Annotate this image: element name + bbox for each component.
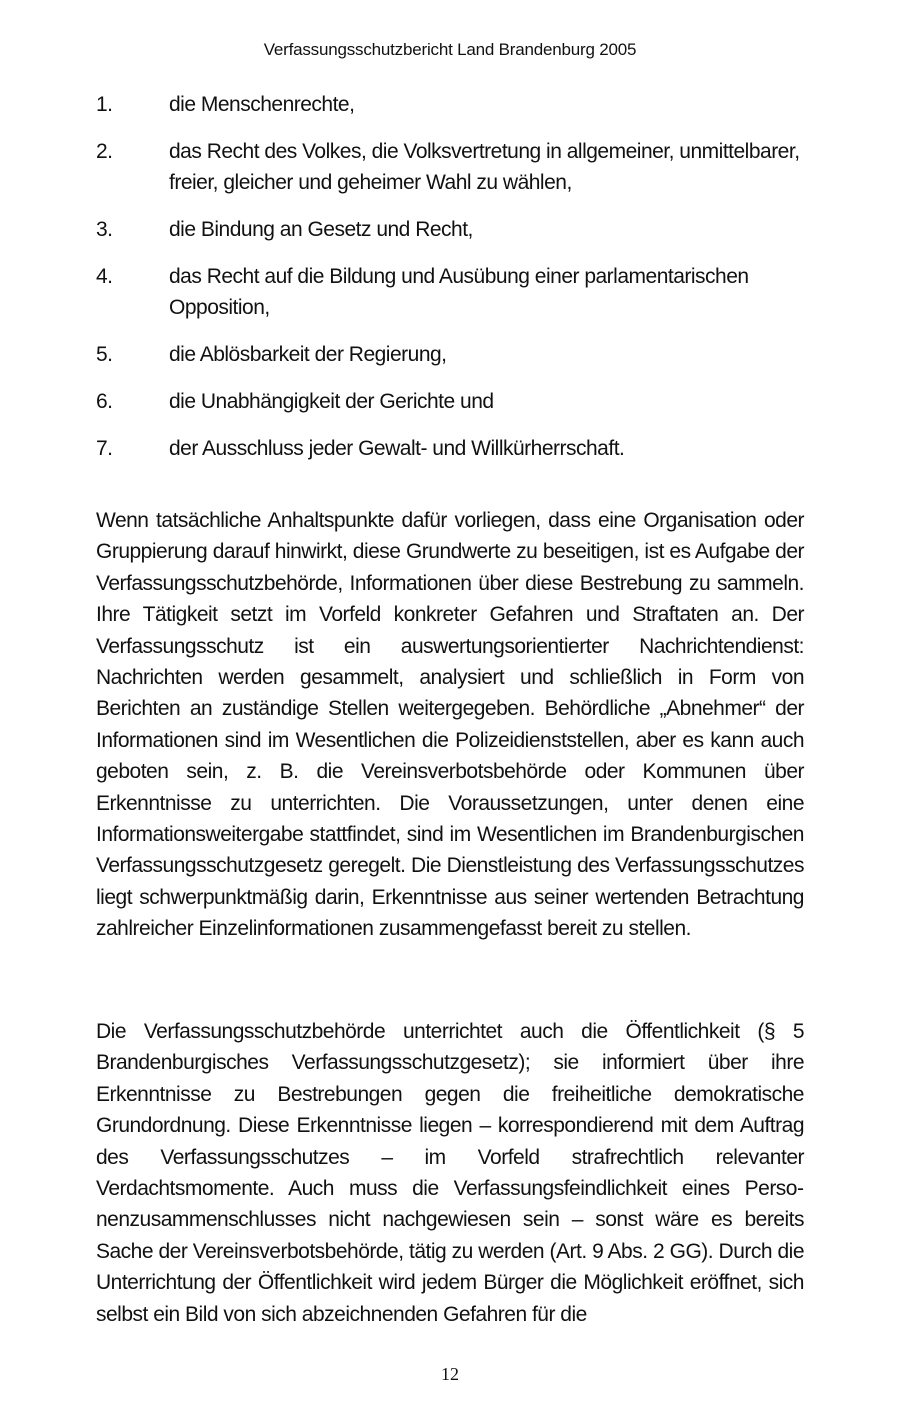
list-item-text: das Recht auf die Bildung und Ausübung einer parlamentarischen Opposition,: [169, 265, 749, 319]
paragraph-information-gathering: Wenn tatsächliche Anhaltspunkte dafür vorliegen, dass eine Organisation oder Gruppierung darauf hinwirkt, diese Grundwerte zu beseitigen, ist es Aufgabe der Verfassungsschutzbehörde, Informationen über diese Bestrebung zu sammeln. Ihre Tätigkeit setzt im Vorfeld konkreter Gefahren und Straftaten an. Der Verfassungsschutz ist ein auswertungsorientierter Nachrichtendienst: Nachrichten werden gesammelt, analysiert und schließlich in Form von Berichten an zuständige Stellen weitergegeben. Behördliche „Abnehmer“ der Informationen sind im Wesentlichen die Polizeidienststellen, aber es kann auch geboten sein, z. B. die Vereinsverbotsbehörde oder Kommunen über Erkenntnisse zu unterrichten. Die Voraussetzungen, unter denen eine Informationsweitergabe stattfindet, sind im Wesentlichen im Brandenburgischen Verfassungsschutzgesetz geregelt. Die Dienstleistung des Verfassungsschutzes liegt schwerpunktmäßig darin, Erkenntnisse aus seiner wertenden Betrachtung zahlreicher Einzelinformationen zusammengefasst bereit zu stellen.: [96, 509, 804, 941]
list-item: [96, 214, 808, 245]
list-item-number: 5.: [96, 343, 113, 366]
list-item-number: 2.: [96, 140, 113, 163]
list-item-text: die Bindung an Gesetz und Recht,: [169, 218, 473, 241]
page-number: 12: [441, 1364, 459, 1384]
list-item-number: 7.: [96, 437, 113, 460]
list-item-text: der Ausschluss jeder Gewalt- und Willkürherrschaft.: [169, 437, 625, 460]
paragraph-public-information: Die Verfassungsschutzbehörde unterrichtet auch die Öffentlichkeit (§ 5 Brandenburgisches Verfassungsschutzgesetz); sie informiert über ihre Erkenntnisse zu Bestrebungen gegen die freiheitliche demokratische Grundordnung. Diese Erkenntnisse liegen – korrespondierend mit dem Auftrag des Verfassungsschutzes – im Vorfeld strafrechtlich relevanter Verdachtsmomente. Auch muss die Verfassungsfeindlichkeit eines Personenzusammenschlusses nicht nachgewiesen sein – sonst wäre es bereits Sache der Vereinsverbotsbehörde, tätig zu werden (Art. 9 Abs. 2 GG). Durch die Unterrichtung der Öffentlichkeit wird jedem Bürger die Möglichkeit eröffnet, sich selbst ein Bild von sich abzeichnenden Gefahren für die: [96, 1020, 804, 1326]
list-item-text: die Ablösbarkeit der Regierung,: [169, 343, 447, 366]
list-item: [96, 433, 808, 464]
list-item-text: die Unabhängigkeit der Gerichte und: [169, 390, 494, 413]
list-item: [96, 89, 808, 120]
list-item-text: die Menschenrechte,: [169, 93, 355, 116]
list-item: [96, 136, 808, 198]
principles-list: [96, 89, 808, 480]
list-item-text: das Recht des Volkes, die Volksvertretung in allgemeiner, unmittelbarer, freier, gleicher und geheimer Wahl zu wählen,: [169, 140, 800, 194]
list-item-number: 4.: [96, 265, 113, 288]
list-item-number: 3.: [96, 218, 113, 241]
list-item-number: 6.: [96, 390, 113, 413]
list-item-number: 1.: [96, 93, 113, 116]
list-item: [96, 339, 808, 370]
page-header: Verfassungsschutzbericht Land Brandenburg 2005: [263, 40, 637, 59]
list-item: [96, 386, 808, 417]
list-item: [96, 261, 808, 323]
